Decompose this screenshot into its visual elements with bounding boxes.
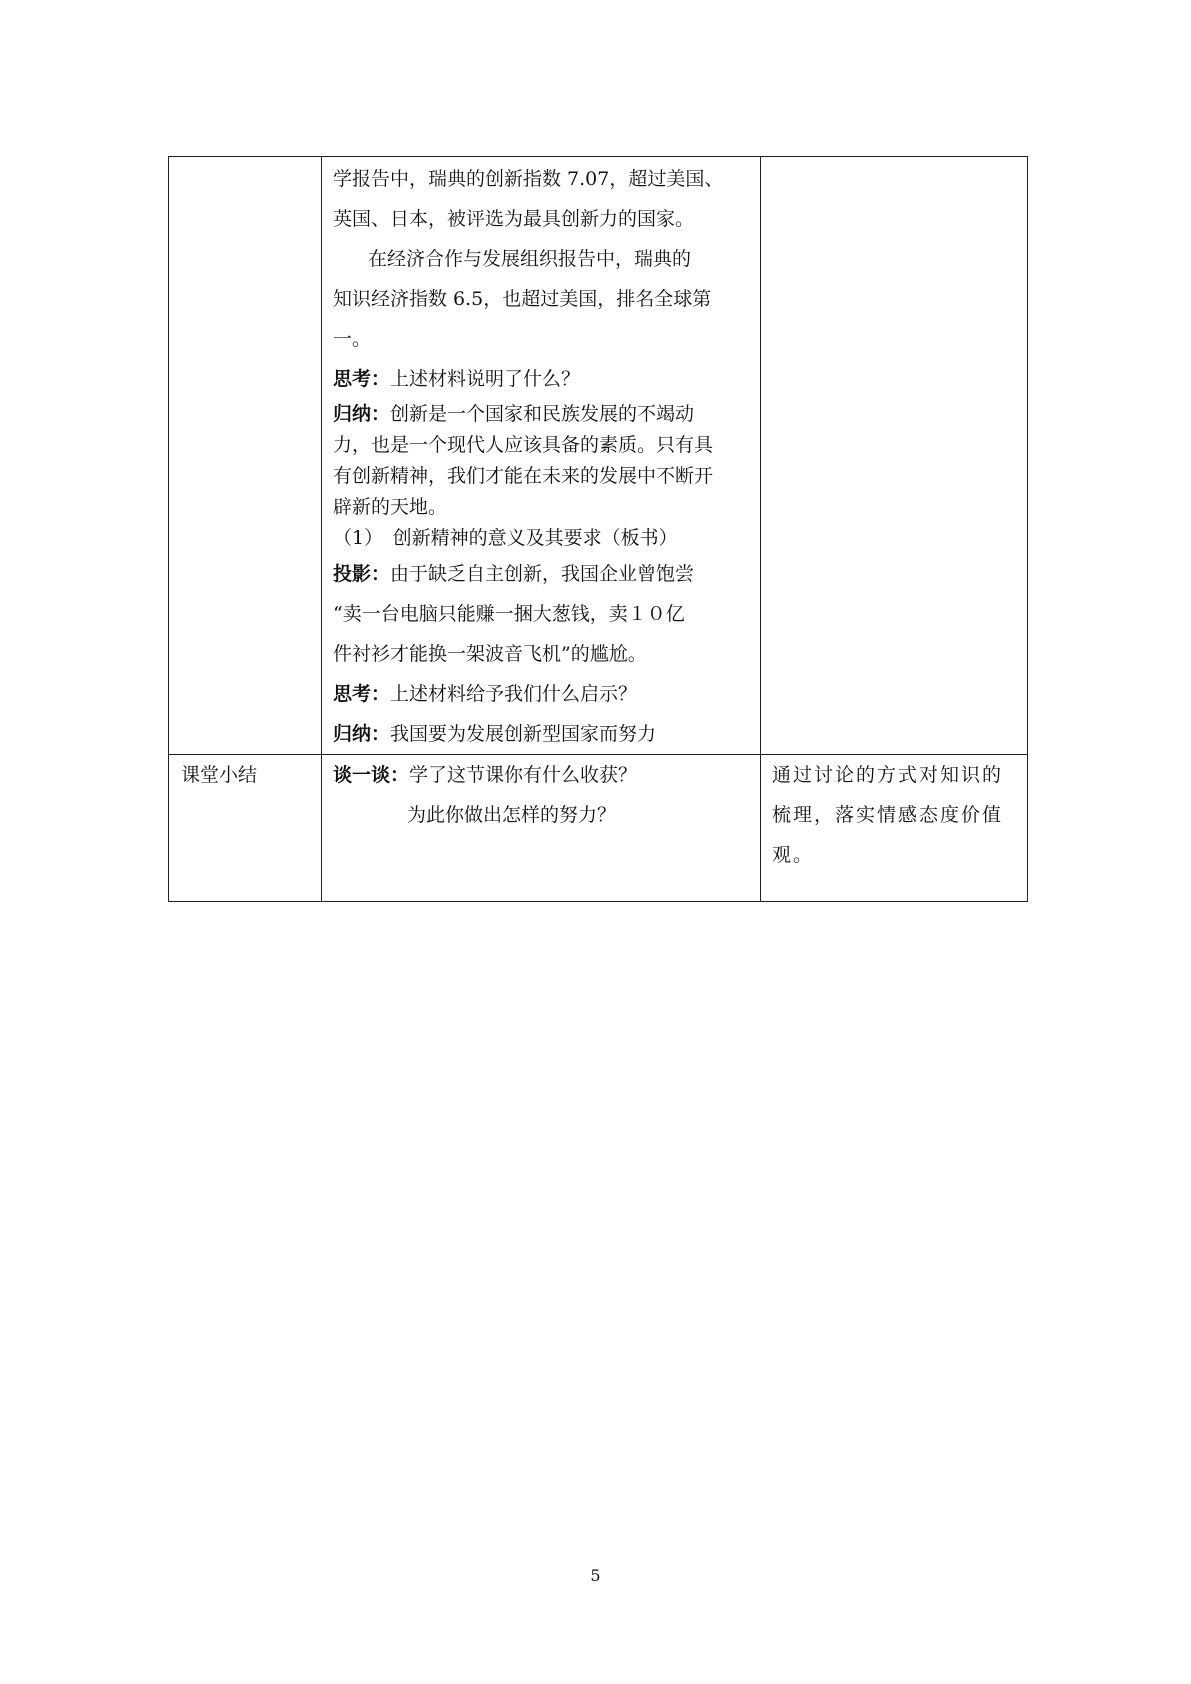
text-line: 通过讨论的方式对知识的: [772, 764, 1004, 786]
text-line: “卖一台电脑只能赚一捆大葱钱，卖１０亿: [333, 603, 685, 625]
text-line: 观。: [772, 844, 815, 866]
think-text: 上述材料说明了什么？: [390, 368, 581, 390]
summary-paragraph: [322, 714, 760, 754]
text-line: 由于缺乏自主创新，我国企业曾饱尝: [390, 563, 695, 585]
think-text: 上述材料给予我们什么启示？: [390, 683, 638, 705]
stage-label: 课堂小结: [181, 764, 258, 786]
text-line: 辟新的天地。: [333, 496, 448, 518]
think-paragraph: [322, 674, 760, 714]
talk-paragraph: [322, 755, 760, 795]
think-label: 思考：: [333, 368, 391, 390]
stage-cell: [169, 157, 322, 755]
table-row: [169, 755, 1028, 902]
text-line: 力，也是一个现代人应该具备的素质。只有具: [333, 434, 714, 456]
summary-text: 我国要为发展创新型国家而努力: [390, 723, 657, 745]
text-line: 件衬衫才能换一架波音飞机”的尴尬。: [333, 643, 647, 665]
text-line: 知识经济指数 6.5，也超过美国，排名全球第: [333, 288, 712, 310]
summary-label: 归纳：: [333, 723, 391, 745]
projection-label: 投影：: [333, 563, 391, 585]
table-row: [169, 157, 1028, 755]
content-cell: [322, 157, 761, 755]
text-line: 学报告中，瑞典的创新指数 7.07，超过美国、: [333, 168, 724, 190]
summary-label: 归纳：: [333, 403, 391, 425]
text-line: 梳理，落实情感态度价值: [772, 804, 1004, 826]
text-line: 英国、日本，被评选为最具创新力的国家。: [333, 208, 695, 230]
design-intent-cell: [761, 755, 1028, 902]
text-line: 创新是一个国家和民族发展的不竭动: [390, 403, 695, 425]
talk-label: 谈一谈：: [333, 764, 410, 786]
stage-cell: [169, 755, 322, 902]
text-line: 有创新精神，我们才能在未来的发展中不断开: [333, 465, 714, 487]
content-cell: [322, 755, 761, 902]
think-label: 思考：: [333, 683, 391, 705]
text-line: 在经济合作与发展组织报告中，瑞典的: [368, 248, 692, 270]
projection-paragraph: [322, 554, 760, 594]
page-number: 5: [590, 1566, 601, 1585]
text-line: 为此你做出怎样的努力？: [407, 804, 617, 826]
text-line: 学了这节课你有什么收获？: [409, 764, 638, 786]
section-heading: （1） 创新精神的意义及其要求（板书）: [333, 527, 678, 549]
text-line: 一。: [333, 328, 372, 350]
think-paragraph: [322, 359, 760, 399]
summary-paragraph: [322, 399, 760, 430]
lesson-plan-table: [168, 156, 1028, 902]
design-intent-cell: [761, 157, 1028, 755]
